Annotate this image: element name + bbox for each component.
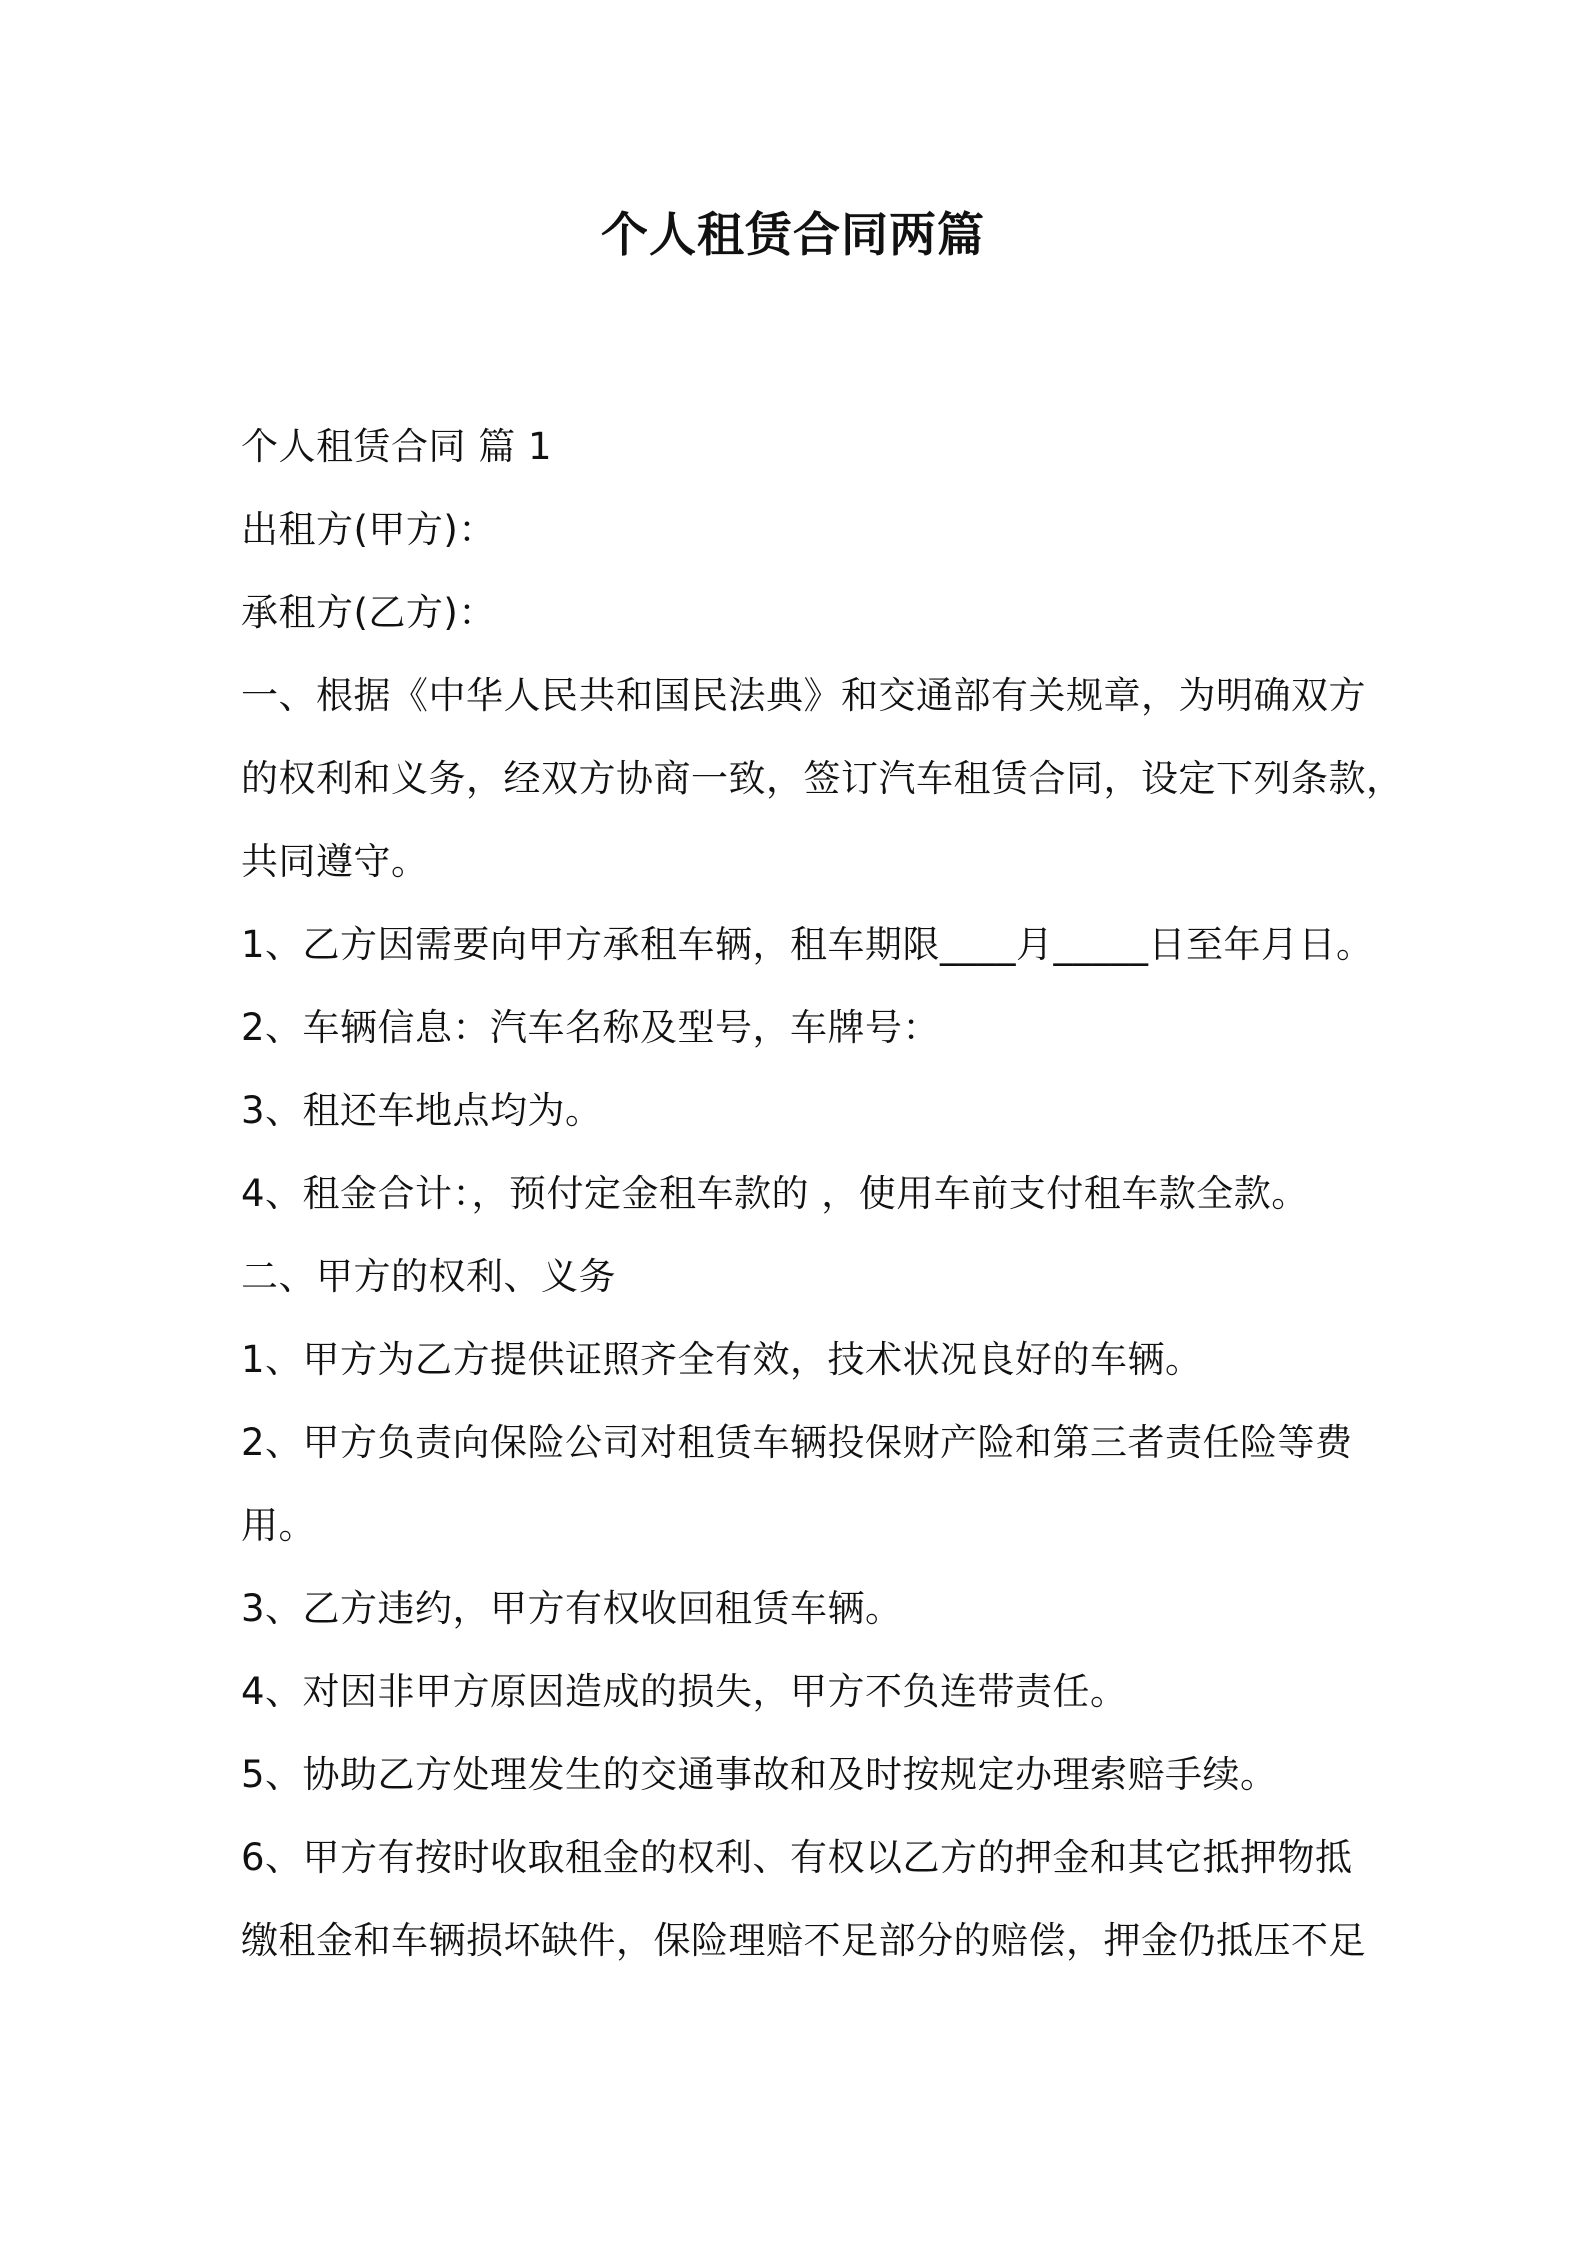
clause-line: 的权利和义务，经双方协商一致，签订汽车租赁合同，设定下列条款， (241, 757, 1404, 800)
clause-line: 缴租金和车辆损坏缺件，保险理赔不足部分的赔偿，押金仍抵压不足 (241, 1919, 1366, 1962)
clause-line: 用。 (241, 1504, 316, 1547)
document-title: 个人租赁合同两篇 (601, 208, 985, 263)
clause-line: 2、车辆信息：汽车名称及型号，车牌号： (241, 1006, 941, 1049)
clause-line: 5、协助乙方处理发生的交通事故和及时按规定办理索赔手续。 (241, 1753, 1278, 1796)
clause-line: 6、甲方有按时收取租金的权利、有权以乙方的押金和其它抵押物抵 (241, 1836, 1353, 1879)
clause-line: 4、对因非甲方原因造成的损失，甲方不负连带责任。 (241, 1670, 1128, 1713)
section-heading: 个人租赁合同 篇 1 (241, 425, 553, 468)
clause-line: 3、租还车地点均为。 (241, 1089, 603, 1132)
section-heading: 二、甲方的权利、义务 (241, 1255, 616, 1298)
clause-line: 共同遵守。 (241, 840, 429, 883)
lessor-field: 出租方(甲方)： (241, 508, 496, 551)
clause-line: 1、乙方因需要向甲方承租车辆，租车期限____月_____日至年月日。 (241, 923, 1374, 966)
lessee-field: 承租方(乙方)： (241, 591, 496, 634)
clause-line: 1、甲方为乙方提供证照齐全有效，技术状况良好的车辆。 (241, 1338, 1203, 1381)
clause-line: 2、甲方负责向保险公司对租赁车辆投保财产险和第三者责任险等费 (241, 1421, 1353, 1464)
clause-line: 一、根据《中华人民共和国民法典》和交通部有关规章，为明确双方 (241, 674, 1366, 717)
clause-line: 3、乙方违约，甲方有权收回租赁车辆。 (241, 1587, 903, 1630)
document-body (241, 405, 1404, 1982)
clause-line: 4、租金合计：，预付定金租车款的 ，使用车前支付租车款全款。 (241, 1172, 1309, 1215)
